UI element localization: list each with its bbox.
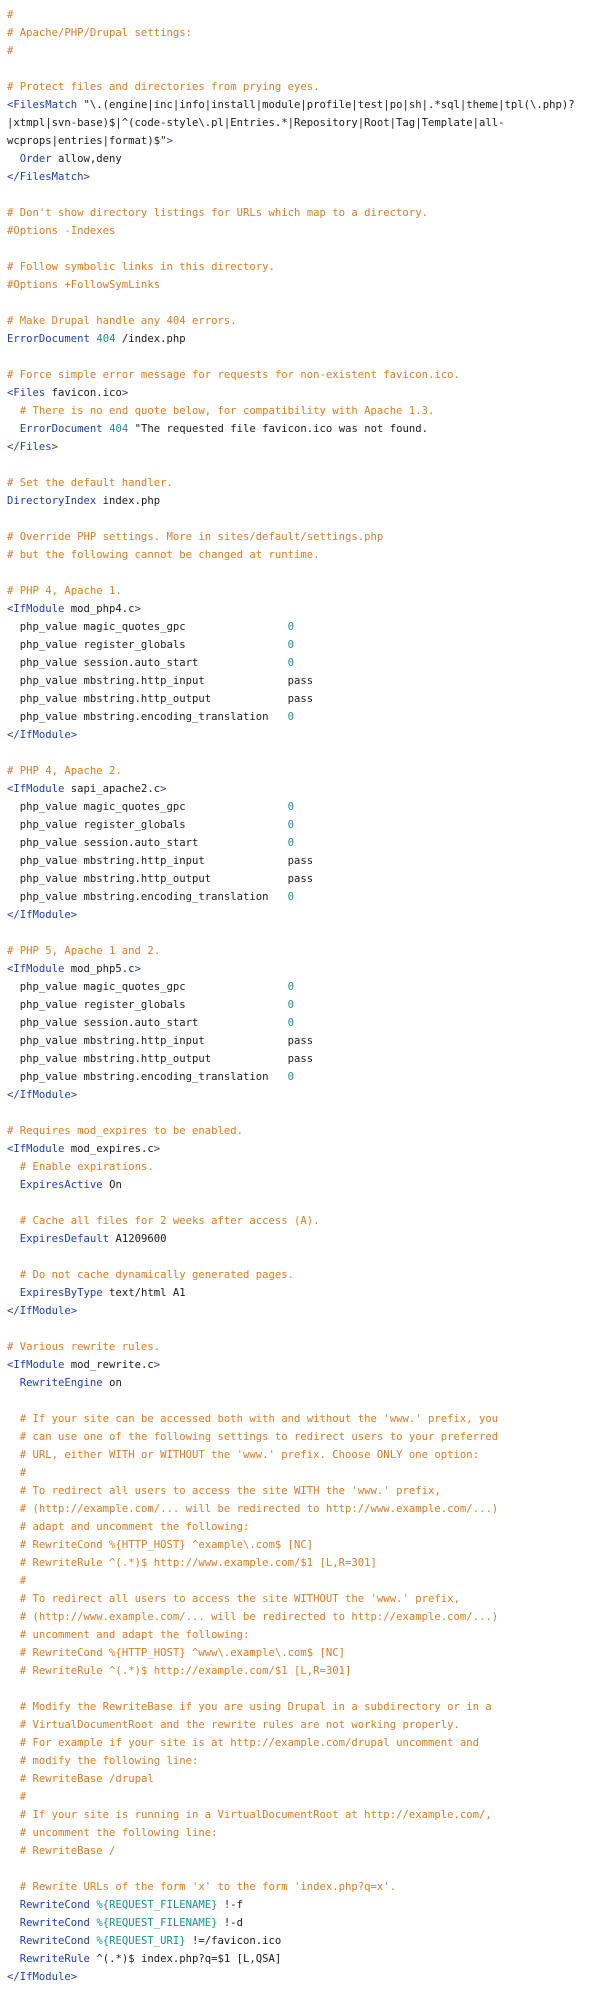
code-line: [7, 1716, 597, 1734]
code-comment: # RewriteRule ^(.*)$ http://example.com/$1 [L,R=301]: [19, 1665, 352, 1677]
code-text: mod_rewrite.c: [64, 1359, 154, 1371]
code-text: !-f: [217, 1899, 244, 1911]
code-directive: >: [153, 1359, 161, 1371]
code-line: [7, 222, 597, 240]
code-line: [7, 708, 597, 726]
code-comment: # Cache all files for 2 weeks after access (A).: [19, 1215, 320, 1227]
code-text: [7, 1521, 20, 1533]
code-text: [7, 1287, 20, 1299]
code-text: !-d: [217, 1917, 244, 1929]
code-text: wcprops|entries|format)$": [7, 135, 167, 147]
code-text: /index.php: [115, 333, 186, 345]
code-line: [7, 1482, 597, 1500]
code-line: [7, 1104, 597, 1122]
code-line: [7, 654, 597, 672]
code-comment: #Options -Indexes: [7, 225, 116, 237]
code-text: [7, 1611, 20, 1623]
code-line: [7, 1644, 597, 1662]
code-directive: RewriteCond: [19, 1917, 90, 1929]
code-line: [7, 1554, 597, 1572]
code-line: [7, 852, 597, 870]
code-line: [7, 114, 597, 132]
code-text: php_value session.auto_start: [7, 657, 288, 669]
code-text: [7, 1755, 20, 1767]
code-comment: #: [7, 9, 14, 21]
code-line: [7, 942, 597, 960]
code-line: [7, 312, 597, 330]
code-line: [7, 690, 597, 708]
code-comment: # Requires mod_expires to be enabled.: [7, 1125, 243, 1137]
code-comment: # Make Drupal handle any 404 errors.: [7, 315, 237, 327]
code-directive: <FilesMatch: [7, 99, 78, 111]
code-line: [7, 1500, 597, 1518]
code-line: [7, 60, 597, 78]
code-text: [7, 1485, 20, 1497]
code-directive: ExpiresByType: [19, 1287, 103, 1299]
code-line: [7, 600, 597, 618]
code-comment: # If your site can be accessed both with and without the 'www.' prefix, you: [19, 1413, 499, 1425]
code-line: [7, 582, 597, 600]
code-comment: # Various rewrite rules.: [7, 1341, 161, 1353]
code-number: 404: [109, 423, 129, 435]
code-line: [7, 1572, 597, 1590]
code-directive: >: [153, 1143, 161, 1155]
code-text: php_value mbstring.encoding_translation: [7, 1071, 288, 1083]
code-line: [7, 1914, 597, 1932]
code-text: [7, 1845, 20, 1857]
code-comment: # uncomment and adapt the following:: [19, 1629, 250, 1641]
code-line: [7, 1068, 597, 1086]
code-directive: RewriteCond: [19, 1935, 90, 1947]
code-comment: # Modify the RewriteBase if you are using Drupal in a subdirectory or in a: [19, 1701, 492, 1713]
code-line: [7, 1824, 597, 1842]
code-comment: # There is no end quote below, for compatibility with Apache 1.3.: [19, 405, 435, 417]
code-line: [7, 618, 597, 636]
code-line: [7, 1320, 597, 1338]
code-comment: # PHP 4, Apache 2.: [7, 765, 122, 777]
code-text: [7, 1827, 20, 1839]
code-line: [7, 1842, 597, 1860]
code-comment: # Do not cache dynamically generated pages.: [19, 1269, 295, 1281]
code-line: [7, 1950, 597, 1968]
code-directive: </IfModule>: [7, 1305, 78, 1317]
code-directive: ErrorDocument: [19, 423, 103, 435]
code-line: [7, 1806, 597, 1824]
code-text: [7, 1665, 20, 1677]
htaccess-code-listing: [7, 6, 597, 1986]
code-number: 0: [287, 1071, 295, 1083]
code-line: [7, 420, 597, 438]
code-directive: </IfModule>: [7, 1089, 78, 1101]
code-number: 0: [287, 837, 295, 849]
code-text: [7, 1647, 20, 1659]
code-directive: </Files>: [7, 441, 59, 453]
code-text: [7, 1233, 20, 1245]
code-line: [7, 366, 597, 384]
code-line: [7, 1788, 597, 1806]
code-directive: </IfModule>: [7, 729, 78, 741]
code-comment: # If your site is running in a VirtualDocumentRoot at http://example.com/,: [19, 1809, 492, 1821]
code-comment: # Apache/PHP/Drupal settings:: [7, 27, 192, 39]
code-comment: # (http://example.com/... will be redirected to http://www.example.com/...): [19, 1503, 499, 1515]
code-line: [7, 330, 597, 348]
code-line: [7, 1536, 597, 1554]
code-comment: #Options +FollowSymLinks: [7, 279, 161, 291]
code-line: [7, 1626, 597, 1644]
code-comment: # Enable expirations.: [19, 1161, 154, 1173]
code-line: [7, 474, 597, 492]
code-comment: # adapt and uncomment the following:: [19, 1521, 250, 1533]
code-text: !=/favicon.ico: [185, 1935, 282, 1947]
code-line: [7, 24, 597, 42]
code-directive: Order: [19, 153, 52, 165]
code-line: [7, 1752, 597, 1770]
code-directive: RewriteCond: [19, 1899, 90, 1911]
code-text: [7, 1899, 20, 1911]
code-line: [7, 6, 597, 24]
code-line: [7, 1698, 597, 1716]
code-line: [7, 1212, 597, 1230]
code-directive: >: [160, 783, 167, 795]
code-comment: # Override PHP settings. More in sites/default/settings.php: [7, 531, 384, 543]
code-line: [7, 1860, 597, 1878]
code-line: [7, 78, 597, 96]
code-comment: # PHP 5, Apache 1 and 2.: [7, 945, 161, 957]
code-comment: #: [19, 1467, 27, 1479]
code-text: php_value register_globals: [7, 819, 288, 831]
code-comment: # VirtualDocumentRoot and the rewrite rules are not working properly.: [19, 1719, 460, 1731]
code-line: [7, 1248, 597, 1266]
code-line: [7, 1122, 597, 1140]
code-text: [7, 1719, 20, 1731]
code-directive: <IfModule: [7, 603, 65, 615]
code-line: [7, 1896, 597, 1914]
code-line: [7, 1302, 597, 1320]
code-comment: # PHP 4, Apache 1.: [7, 585, 122, 597]
code-text: [7, 1467, 20, 1479]
code-directive: <IfModule: [7, 1143, 65, 1155]
code-line: [7, 1284, 597, 1302]
code-line: [7, 816, 597, 834]
code-line: [7, 1932, 597, 1950]
code-line: [7, 672, 597, 690]
code-text: php_value magic_quotes_gpc: [7, 981, 288, 993]
code-line: [7, 96, 597, 114]
code-text: on: [102, 1377, 122, 1389]
code-text: php_value register_globals: [7, 639, 288, 651]
code-comment: # RewriteCond %{HTTP_HOST} ^www\.example\.com$ [NC]: [19, 1647, 346, 1659]
code-line: [7, 186, 597, 204]
code-line: [7, 168, 597, 186]
code-line: [7, 276, 597, 294]
code-text: [7, 423, 20, 435]
code-line: [7, 1014, 597, 1032]
code-text: php_value register_globals: [7, 999, 288, 1011]
code-comment: #: [19, 1575, 27, 1587]
code-line: [7, 438, 597, 456]
code-number: 0: [287, 639, 295, 651]
code-line: [7, 132, 597, 150]
code-directive: <IfModule: [7, 1359, 65, 1371]
code-line: [7, 1374, 597, 1392]
code-number: 0: [287, 999, 295, 1011]
code-comment: # Follow symbolic links in this directory.: [7, 261, 275, 273]
code-text: [7, 1449, 20, 1461]
code-text: [7, 1809, 20, 1821]
code-text: allow,deny: [51, 153, 122, 165]
code-line: [7, 1428, 597, 1446]
code-line: [7, 402, 597, 420]
code-text: A1209600: [109, 1233, 167, 1245]
code-comment: # RewriteBase /drupal: [19, 1773, 154, 1785]
code-line: [7, 996, 597, 1014]
code-line: [7, 240, 597, 258]
code-text: mod_expires.c: [64, 1143, 154, 1155]
code-text: [7, 1269, 20, 1281]
code-line: [7, 1032, 597, 1050]
code-line: [7, 762, 597, 780]
code-text: [7, 1737, 20, 1749]
code-line: [7, 798, 597, 816]
code-directive: DirectoryIndex: [7, 495, 97, 507]
code-text: [7, 1629, 20, 1641]
code-comment: # RewriteCond %{HTTP_HOST} ^example\.com$ [NC]: [19, 1539, 314, 1551]
code-directive: RewriteRule: [19, 1953, 90, 1965]
code-line: [7, 384, 597, 402]
code-number: 404: [96, 333, 116, 345]
code-text: php_value session.auto_start: [7, 1017, 288, 1029]
code-directive: ExpiresDefault: [19, 1233, 110, 1245]
code-line: [7, 1608, 597, 1626]
code-text: |xtmpl|svn-base)$|^(code-style\.pl|Entries.*|Repository|Root|Tag|Template|all-: [7, 117, 505, 129]
code-line: [7, 1176, 597, 1194]
code-line: [7, 1770, 597, 1788]
code-text: php_value session.auto_start: [7, 837, 288, 849]
code-text: php_value mbstring.http_input pass: [7, 855, 314, 867]
code-comment: # To redirect all users to access the site WITH the 'www.' prefix,: [19, 1485, 441, 1497]
code-text: sapi_apache2.c: [64, 783, 161, 795]
code-text: [7, 1917, 20, 1929]
code-line: [7, 924, 597, 942]
code-comment: # but the following cannot be changed at runtime.: [7, 549, 320, 561]
code-text: [7, 1575, 20, 1587]
code-comment: # Don't show directory listings for URLs which map to a directory.: [7, 207, 428, 219]
code-line: [7, 564, 597, 582]
code-number: 0: [287, 1017, 295, 1029]
code-line: [7, 780, 597, 798]
code-line: [7, 1662, 597, 1680]
code-line: [7, 204, 597, 222]
code-number: 0: [287, 981, 295, 993]
code-line: [7, 1968, 597, 1986]
code-line: [7, 1590, 597, 1608]
code-directive: RewriteEngine: [19, 1377, 103, 1389]
code-line: [7, 1680, 597, 1698]
code-comment: # Set the default handler.: [7, 477, 173, 489]
code-line: [7, 456, 597, 474]
code-text: [7, 1773, 20, 1785]
code-line: [7, 1158, 597, 1176]
code-line: [7, 1464, 597, 1482]
code-directive: >: [134, 963, 141, 975]
code-number: 0: [287, 657, 295, 669]
code-text: text/html A1: [102, 1287, 186, 1299]
code-directive: </IfModule>: [7, 1971, 78, 1983]
code-directive: </IfModule>: [7, 909, 78, 921]
code-text: On: [102, 1179, 122, 1191]
code-directive: <Files: [7, 387, 46, 399]
code-text: [7, 1791, 20, 1803]
code-text: [7, 1179, 20, 1191]
code-text: php_value mbstring.http_output pass: [7, 693, 314, 705]
code-text: favicon.ico: [45, 387, 122, 399]
code-comment: # URL, either WITH or WITHOUT the 'www.' prefix. Choose ONLY one option:: [19, 1449, 479, 1461]
code-line: [7, 906, 597, 924]
code-text: [7, 1593, 20, 1605]
code-text: "The requested file favicon.ico was not found.: [128, 423, 428, 435]
code-text: mod_php4.c: [64, 603, 135, 615]
code-line: [7, 1878, 597, 1896]
code-text: ^(.*)$ index.php?q=$1 [L,QSA]: [89, 1953, 282, 1965]
code-line: [7, 888, 597, 906]
code-directive: <IfModule: [7, 783, 65, 795]
code-text: [7, 1557, 20, 1569]
code-comment: #: [19, 1791, 27, 1803]
code-line: [7, 1392, 597, 1410]
code-text: [7, 1503, 20, 1515]
code-directive: >: [166, 135, 173, 147]
code-line: [7, 1446, 597, 1464]
code-line: [7, 258, 597, 276]
code-text: php_value mbstring.http_output pass: [7, 1053, 314, 1065]
code-line: [7, 1194, 597, 1212]
code-comment: # Protect files and directories from prying eyes.: [7, 81, 320, 93]
code-text: [7, 1935, 20, 1947]
code-comment: # modify the following line:: [19, 1755, 199, 1767]
code-text: [7, 1953, 20, 1965]
code-number: %{REQUEST_FILENAME}: [89, 1899, 218, 1911]
code-text: [7, 1161, 20, 1173]
code-directive: >: [134, 603, 141, 615]
code-line: [7, 744, 597, 762]
code-comment: # Rewrite URLs of the form 'x' to the form 'index.php?q=x'.: [19, 1881, 397, 1893]
code-line: [7, 1410, 597, 1428]
code-number: 0: [287, 801, 295, 813]
code-line: [7, 834, 597, 852]
code-line: [7, 1266, 597, 1284]
code-text: [7, 1215, 20, 1227]
code-number: %{REQUEST_URI}: [89, 1935, 186, 1947]
code-number: %{REQUEST_FILENAME}: [89, 1917, 218, 1929]
code-number: 0: [287, 711, 295, 723]
code-directive: ErrorDocument: [7, 333, 90, 345]
code-line: [7, 150, 597, 168]
code-text: php_value mbstring.encoding_translation: [7, 891, 288, 903]
code-number: 0: [287, 621, 295, 633]
code-text: [7, 1701, 20, 1713]
code-text: [7, 1377, 20, 1389]
code-line: [7, 510, 597, 528]
code-line: [7, 870, 597, 888]
code-text: [7, 405, 20, 417]
code-comment: # (http://www.example.com/... will be redirected to http://example.com/...): [19, 1611, 499, 1623]
code-text: [7, 1539, 20, 1551]
code-comment: # Force simple error message for requests for non-existent favicon.ico.: [7, 369, 460, 381]
code-comment: # can use one of the following settings to redirect users to your preferred: [19, 1431, 499, 1443]
code-directive: <IfModule: [7, 963, 65, 975]
code-text: php_value mbstring.http_output pass: [7, 873, 314, 885]
code-text: php_value magic_quotes_gpc: [7, 801, 288, 813]
code-directive: >: [121, 387, 129, 399]
code-line: [7, 1518, 597, 1536]
code-comment: # RewriteBase /: [19, 1845, 116, 1857]
code-line: [7, 42, 597, 60]
code-text: php_value mbstring.http_input pass: [7, 675, 314, 687]
code-line: [7, 636, 597, 654]
code-line: [7, 492, 597, 510]
code-number: 0: [287, 891, 295, 903]
code-text: [7, 1413, 20, 1425]
code-line: [7, 528, 597, 546]
code-line: [7, 1356, 597, 1374]
code-text: index.php: [96, 495, 161, 507]
code-number: 0: [287, 819, 295, 831]
code-comment: # To redirect all users to access the site WITHOUT the 'www.' prefix,: [19, 1593, 460, 1605]
code-text: [7, 1881, 20, 1893]
code-text: mod_php5.c: [64, 963, 135, 975]
code-line: [7, 1734, 597, 1752]
code-comment: # For example if your site is at http://example.com/drupal uncomment and: [19, 1737, 479, 1749]
code-text: [7, 1431, 20, 1443]
code-line: [7, 1050, 597, 1068]
code-directive: ExpiresActive: [19, 1179, 103, 1191]
code-text: [7, 153, 20, 165]
code-comment: # uncomment the following line:: [19, 1827, 218, 1839]
code-line: [7, 546, 597, 564]
code-comment: # RewriteRule ^(.*)$ http://www.example.com/$1 [L,R=301]: [19, 1557, 377, 1569]
code-text: php_value magic_quotes_gpc: [7, 621, 288, 633]
code-directive: </FilesMatch>: [7, 171, 90, 183]
code-line: [7, 960, 597, 978]
code-line: [7, 1086, 597, 1104]
code-line: [7, 978, 597, 996]
code-text: php_value mbstring.http_input pass: [7, 1035, 314, 1047]
code-line: [7, 294, 597, 312]
code-text: php_value mbstring.encoding_translation: [7, 711, 288, 723]
code-text: "\.(engine|inc|info|install|module|profile|test|po|sh|.*sql|theme|tpl(\.php)?: [77, 99, 575, 111]
code-line: [7, 1338, 597, 1356]
code-line: [7, 348, 597, 366]
code-line: [7, 1230, 597, 1248]
code-comment: #: [7, 45, 14, 57]
code-line: [7, 1140, 597, 1158]
code-line: [7, 726, 597, 744]
